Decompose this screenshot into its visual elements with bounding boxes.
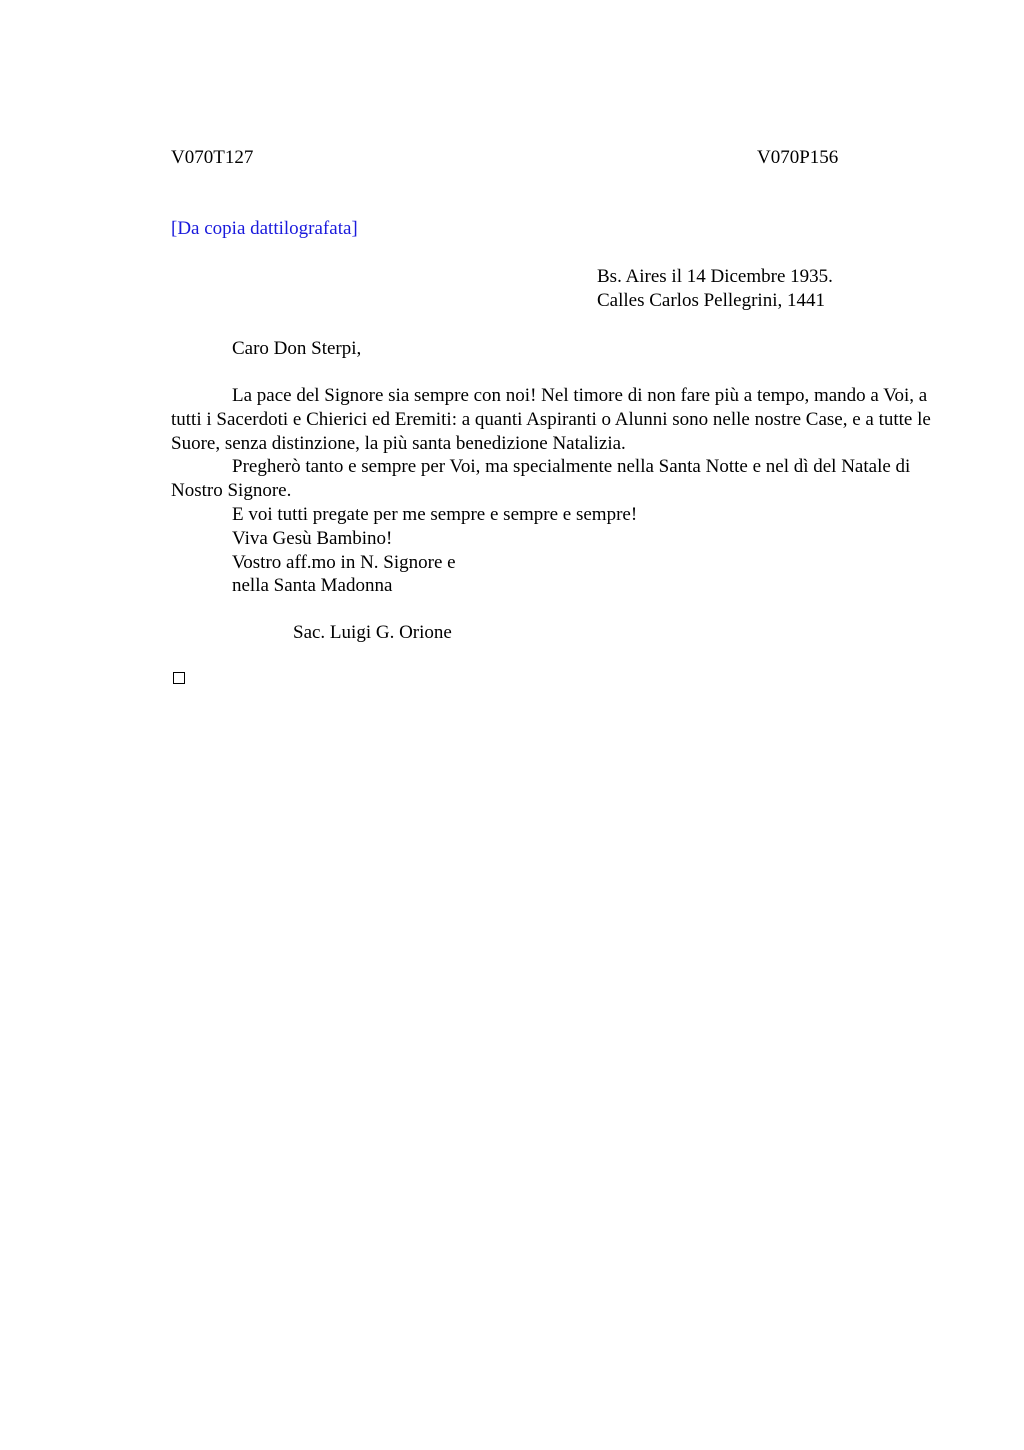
closing-line: Vostro aff.mo in N. Signore e	[232, 551, 456, 573]
closing-line: nella Santa Madonna	[232, 575, 393, 597]
letter-address: Calles Carlos Pellegrini, 1441	[597, 290, 825, 311]
body-paragraph: La pace del Signore sia sempre con noi! Nel timore di non fare più a tempo, mando a Voi, a tutti i Sacerdoti e Chierici ed Eremiti: a quanti Aspiranti o Alunni sono nelle nostre Case, e a tutte le Suore, senza distinzione, la più santa benedizione Natalizia.	[171, 385, 931, 454]
closing-line: Viva Gesù Bambino!	[232, 527, 393, 549]
closing-line: E voi tutti pregate per me sempre e sempre e sempre!	[232, 503, 638, 525]
document-code-left: V070T127	[171, 147, 254, 168]
body-paragraph: Pregherò tanto e sempre per Voi, ma specialmente nella Santa Notte e nel dì del Natale di Nostro Signore.	[171, 456, 911, 502]
salutation: Caro Don Sterpi,	[232, 338, 362, 359]
document-code-right: V070P156	[757, 147, 839, 168]
source-note: [Da copia dattilografata]	[171, 218, 358, 239]
checkbox-square-icon	[173, 672, 185, 684]
signature: Sac. Luigi G. Orione	[293, 622, 452, 643]
letter-body	[171, 384, 931, 598]
letter-date: Bs. Aires il 14 Dicembre 1935.	[597, 266, 833, 287]
